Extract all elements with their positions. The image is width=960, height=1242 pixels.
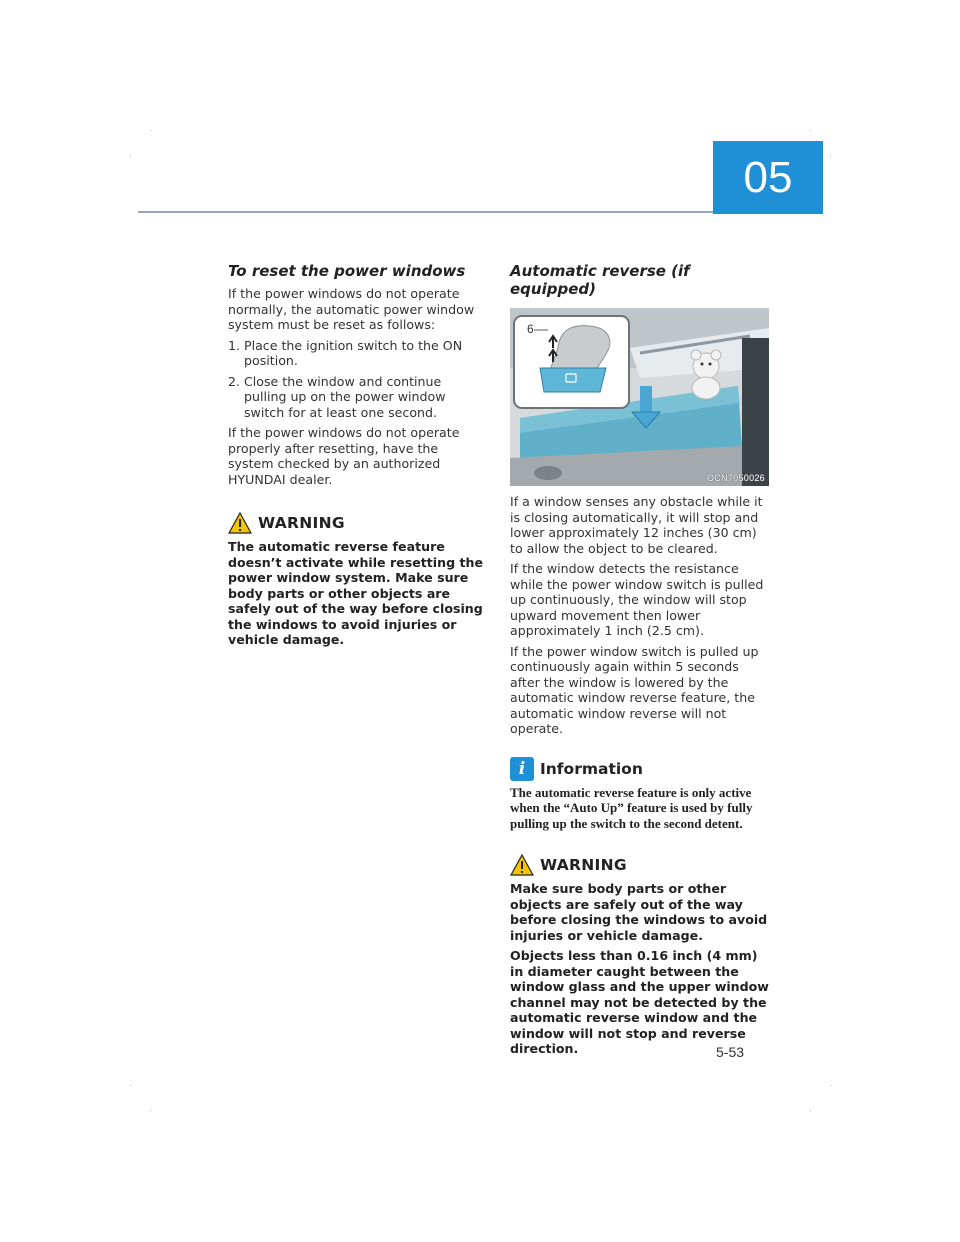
- crop-mark: [150, 1110, 151, 1111]
- crop-mark: [810, 130, 811, 131]
- warning-text: Objects less than 0.16 inch (4 mm) in diameter caught between the window glass and the upper window channel may not be detected by the automatic reverse window and the window will not stop and reverse direction.: [510, 948, 769, 1056]
- crop-mark: [830, 155, 831, 156]
- section-heading-auto-reverse: Automatic reverse (if equipped): [510, 262, 690, 298]
- auto-reverse-paragraph: If a window senses any obstacle while it is closing automatically, it will stop and lower approximately 12 inches (30 cm) to allow the object to be cleared.: [510, 494, 763, 556]
- list-item: [228, 374, 484, 421]
- page-number: 5-53: [716, 1044, 745, 1060]
- reset-intro: If the power windows do not operate normally, the automatic power window system must be reset as follows:: [228, 286, 475, 332]
- figure-code: OCN7050026: [706, 473, 765, 483]
- crop-mark: [150, 130, 151, 131]
- list-item: [228, 338, 484, 369]
- crop-mark: [830, 1085, 831, 1086]
- info-icon: i: [510, 757, 534, 781]
- warning-header: [228, 511, 484, 535]
- warning-icon: [228, 511, 252, 535]
- warning-header: [510, 853, 772, 877]
- information-header: [510, 757, 772, 781]
- crop-mark: [130, 1085, 131, 1086]
- figure-callout-label: 6: [527, 322, 534, 336]
- warning-text: Make sure body parts or other objects are safely out of the way before closing the windows to avoid injuries or vehicle damage.: [510, 881, 768, 943]
- information-text: The automatic reverse feature is only active when the “Auto Up” feature is used by fully pulling up the switch to the second detent.: [510, 784, 753, 831]
- step-text: Close the window and continue pulling up on the power window switch for at least one second.: [244, 373, 446, 420]
- auto-reverse-illustration: [510, 308, 769, 486]
- warning-title: WARNING: [540, 856, 627, 874]
- reset-steps: [228, 338, 484, 421]
- warning-text: The automatic reverse feature doesn’t activate while resetting the power window system. Make sure body parts or other objects are safely out of the way before closing the windows to avoid injuries or vehicle damage.: [228, 539, 484, 647]
- header-rule: [138, 211, 713, 213]
- information-title: Information: [540, 759, 643, 778]
- right-column: [510, 262, 772, 1062]
- left-column: [228, 262, 484, 653]
- crop-mark: [130, 155, 131, 156]
- reset-after: If the power windows do not operate properly after resetting, have the system checked by an authorized HYUNDAI dealer.: [228, 425, 460, 487]
- step-number: 1.: [228, 337, 241, 353]
- section-heading-reset: To reset the power windows: [228, 262, 466, 280]
- warning-icon: [510, 853, 534, 877]
- step-number: 2.: [228, 373, 241, 389]
- auto-reverse-paragraph: If the window detects the resistance while the power window switch is pulled up continuously, the window will stop upward movement then lower approximately 1 inch (2.5 cm).: [510, 561, 764, 638]
- auto-reverse-paragraph: If the power window switch is pulled up continuously again within 5 seconds after the window is lowered by the automatic window reverse feature, the automatic window reverse will not operate.: [510, 643, 759, 736]
- warning-title: WARNING: [258, 514, 345, 532]
- door-illustration: [510, 308, 769, 486]
- step-text: Place the ignition switch to the ON position.: [244, 337, 463, 368]
- crop-mark: [810, 1110, 811, 1111]
- chapter-tab: 05: [713, 141, 823, 214]
